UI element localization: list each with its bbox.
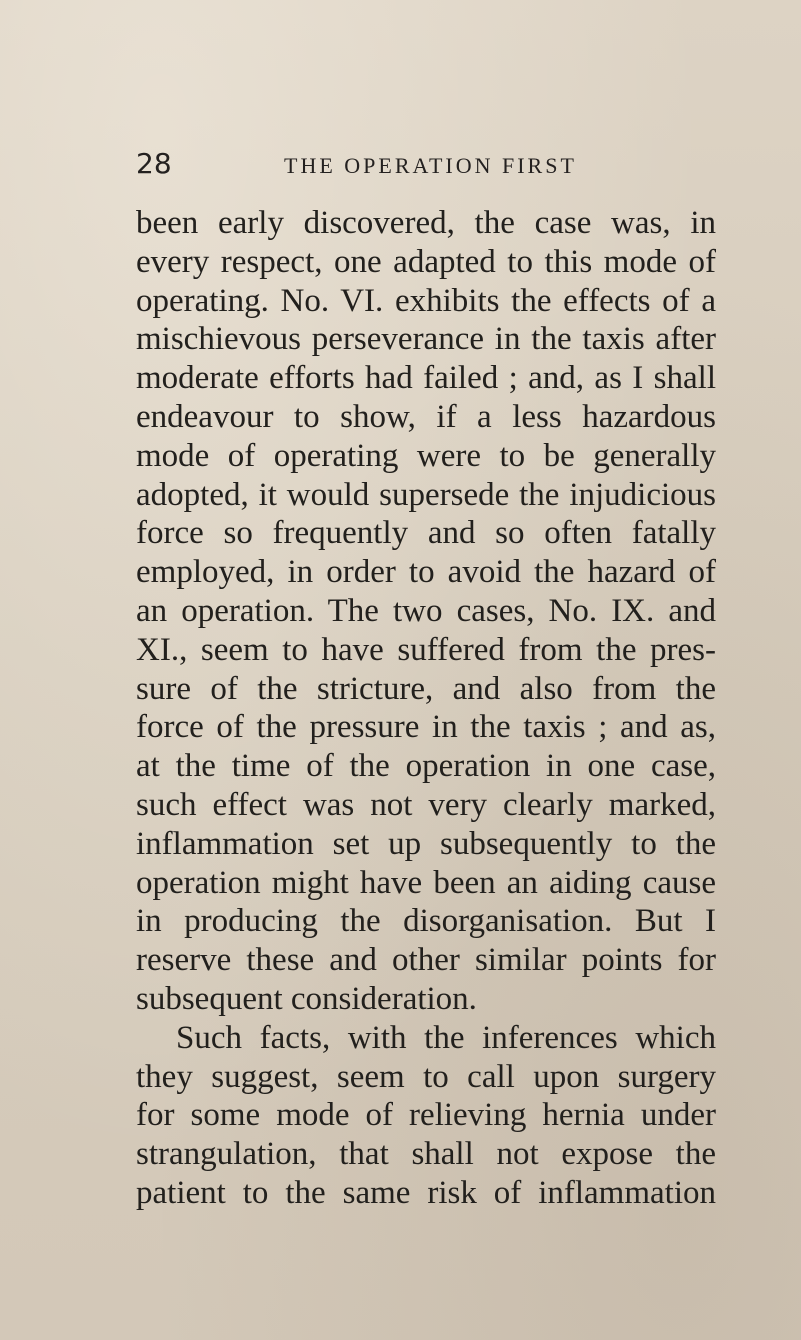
paragraph-start-line: Such facts, with the inferences which <box>176 1019 716 1056</box>
text-line: in producing the disorganisation. But I <box>136 903 716 940</box>
text-line: employed, in order to avoid the hazard of <box>136 554 716 591</box>
text-line: at the time of the operation in one case, <box>136 748 716 785</box>
text-line: force so frequently and so often fatally <box>136 515 716 552</box>
text-line: for some mode of relieving hernia under <box>136 1097 716 1134</box>
text-line: endeavour to show, if a less hazardous <box>136 398 716 435</box>
text-line: been early discovered, the case was, in <box>136 205 716 241</box>
page-header <box>136 148 716 188</box>
text-line: adopted, it would supersede the injudicious <box>136 476 716 513</box>
text-line: XI., seem to have suffered from the pres- <box>136 631 716 668</box>
text-line: every respect, one adapted to this mode of <box>136 243 716 280</box>
body-text <box>136 204 716 1213</box>
text-line: moderate efforts had failed ; and, as I shall <box>136 360 716 397</box>
text-line: inflammation set up subsequently to the <box>136 825 716 862</box>
text-line: mischievous perseverance in the taxis after <box>136 321 716 358</box>
text-line: operating. No. VI. exhibits the effects of a <box>136 282 716 319</box>
text-line: strangulation, that shall not expose the <box>136 1136 716 1173</box>
text-line: sure of the stricture, and also from the <box>136 670 716 707</box>
page-number: 28 <box>136 147 172 180</box>
text-line: reserve these and other similar points for <box>136 942 716 979</box>
running-title: THE OPERATION FIRST <box>284 153 577 178</box>
text-line: patient to the same risk of inflammation <box>136 1174 716 1211</box>
text-line: mode of operating were to be generally <box>136 437 716 474</box>
text-line: force of the pressure in the taxis ; and as, <box>136 709 716 746</box>
text-line: they suggest, seem to call upon surgery <box>136 1058 716 1095</box>
text-line: an operation. The two cases, No. IX. and <box>136 592 716 629</box>
text-line: such effect was not very clearly marked, <box>136 786 716 823</box>
paragraph-end-line: subsequent consideration. <box>136 980 477 1017</box>
text-line: operation might have been an aiding cause <box>136 864 716 901</box>
